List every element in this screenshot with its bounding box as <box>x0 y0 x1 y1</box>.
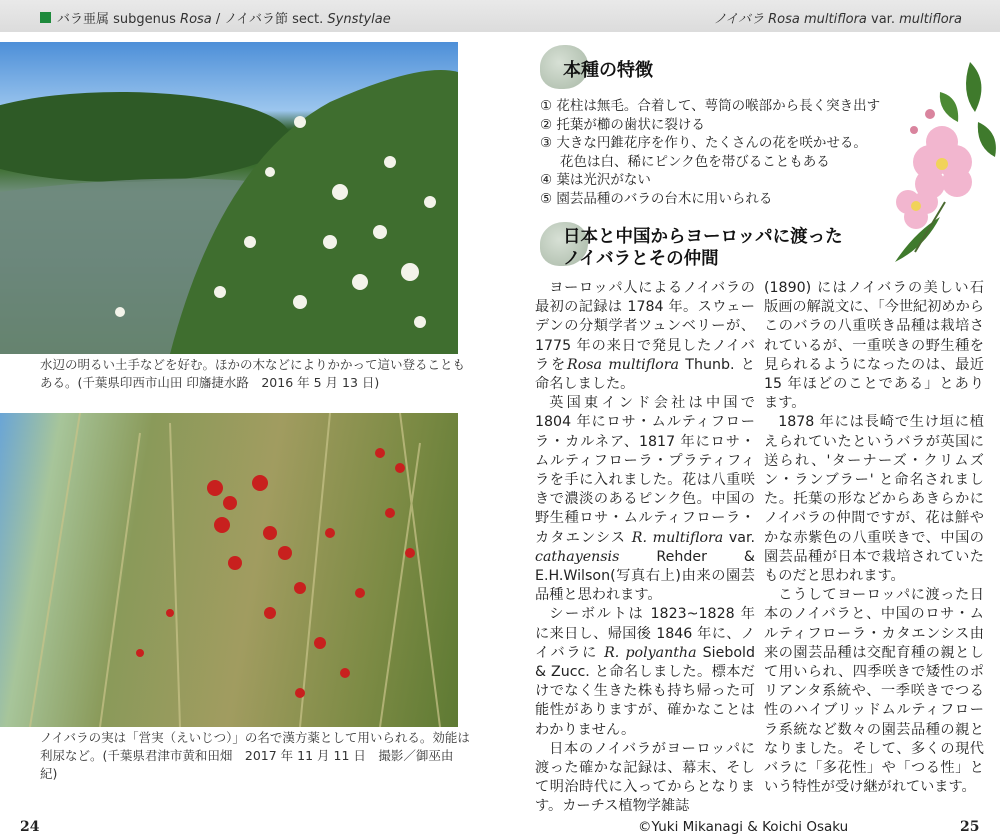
running-header <box>0 0 1000 32</box>
photo-caption-1: 水辺の明るい土手などを好む。ほかの木などによりかかって這い登ることもある。(千葉県印西市山田 印旛捷水路 2016 年 5 月 13 日) <box>40 357 466 390</box>
photo-riverbank-illustration <box>0 42 458 354</box>
features-list <box>540 97 890 208</box>
header-right-sci: Rosa multiflora <box>768 12 867 27</box>
header-left <box>40 8 391 27</box>
text: Siebold & Zucc. と命名しました。標本だけでなく生きた株も持ち帰った可能性がありますが、確かなことはわかりません。 <box>535 644 755 738</box>
paragraph <box>535 279 755 394</box>
paragraph: こうしてヨーロッパに渡った日本のノイバラと、中国のロサ・ムルティフローラ・カタエンシス由来の園芸品種は交配育種の親として用いられ、四季咲きで矮性のポリアンタ系統や、一季咲きでつる性のハイブリッドムルティフローラ系統など数々の園芸品種の親となりました。そして、多くの現代バラに「多花性」や「つる性」という特性が受け継がれています。 <box>764 587 984 796</box>
text: 英国東インド会社は中国で 1804 年にロサ・ムルティフローラ・カルネア、1817 年にロサ・ムルティフローラ・プラティフィラを手に入れました。花は八重咲きで濃淡のあるピンク色。中国の野生種ロサ・ムルティフローラ・カタエンシス <box>535 395 755 546</box>
pink-rose-illustration <box>890 52 1000 267</box>
header-right <box>713 8 962 27</box>
photo-rose-hips <box>0 413 458 727</box>
header-right-sci2: multiflora <box>899 12 962 27</box>
scientific-name: R. multiflora <box>631 529 724 546</box>
page-number-left: 24 <box>20 819 40 835</box>
text: シーボルトは 1823~1828 年に来日し、帰国後 1846 年に、ノイバラに <box>535 606 755 661</box>
scientific-name: cathayensis <box>535 548 620 565</box>
paragraph: 日本のノイバラがヨーロッパに渡った確かな記録は、幕末、そして明治時代に入ってからとなります。カーチス植物学雑誌 <box>535 740 755 815</box>
section-marker-icon <box>40 12 51 23</box>
header-prefix: バラ亜属 subgenus <box>57 12 181 27</box>
photo-rose-hips-illustration <box>0 413 458 727</box>
scientific-name: Rosa multiflora <box>567 356 679 373</box>
copyright: ©Yuki Mikanagi & Koichi Osaku <box>638 819 849 835</box>
header-right-jp: ノイバラ <box>713 12 769 27</box>
body-column-2 <box>764 279 984 797</box>
photo-caption-2: ノイバラの実は「営実（えいじつ）」の名で漢方薬として用いられる。効能は利尿など。(千葉県君津市黄和田畑 2017 年 11 月 11 日 撮影／御巫由紀) <box>40 730 470 781</box>
photo-riverbank-roses <box>0 42 458 354</box>
page-number-right: 25 <box>960 819 980 835</box>
text: var. <box>723 529 756 546</box>
feature-item: ⑤ 園芸品種のバラの台木に用いられる <box>540 190 773 207</box>
header-left-text <box>57 8 391 27</box>
feature-item: ④ 葉は光沢がない <box>540 172 651 188</box>
paragraph <box>535 605 755 739</box>
header-right-var: var. <box>866 12 900 27</box>
header-mid: / ノイバラ節 sect. <box>211 12 328 27</box>
header-genus: Rosa <box>180 12 212 27</box>
paragraph <box>535 394 755 605</box>
section-title-line-2: ノイバラとその仲間 <box>563 249 719 269</box>
text: Rehder & E.H.Wilson(写真右上)由来の園芸品種と思われます。 <box>535 548 755 604</box>
feature-item: 花色は白、稀にピンク色を帯びることもある <box>560 153 830 170</box>
feature-item: ② 托葉が櫛の歯状に裂ける <box>540 116 705 133</box>
body-column-1 <box>535 279 755 817</box>
header-sect: Synstylae <box>327 12 391 27</box>
paragraph: (1890) にはノイバラの美しい石版画の解説文に、「今世紀初めからこのバラの八重咲き品種は栽培されているが、一重咲きの野生種を見られるようになったのは、最近 15 年ほどのことである」とあります。 <box>764 280 984 412</box>
text: ヨーロッパ人によるノイバラの最初の記録は 1784 年。スウェーデンの分類学者ツュンベリーが、1775 年の来日で発見したノイバラを <box>535 280 755 373</box>
text: Thunb. と命名しました。 <box>535 356 755 393</box>
scientific-name: R. polyantha <box>604 644 697 661</box>
feature-item: ① 花柱は無毛。合着して、萼筒の喉部から長く突き出す <box>540 98 881 114</box>
feature-item: ③ 大きな円錐花序を作り、たくさんの花を咲かせる。 <box>540 135 867 151</box>
section-title-line-1: 日本と中国からヨーロッパに渡った <box>563 227 843 247</box>
features-title: 本種の特徴 <box>563 60 653 81</box>
paragraph: 1878 年には長崎で生け垣に植えられていたというバラが英国に送られ、'ターナーズ・クリムズン・ランブラー' と命名されました。托葉の形などからあきらかにノイバラの仲間ですが、花は鮮やかな赤紫色の八重咲きで、中国の園芸品種が日本で栽培されていたものだと思われます。 <box>764 414 984 585</box>
section-title <box>563 226 843 270</box>
